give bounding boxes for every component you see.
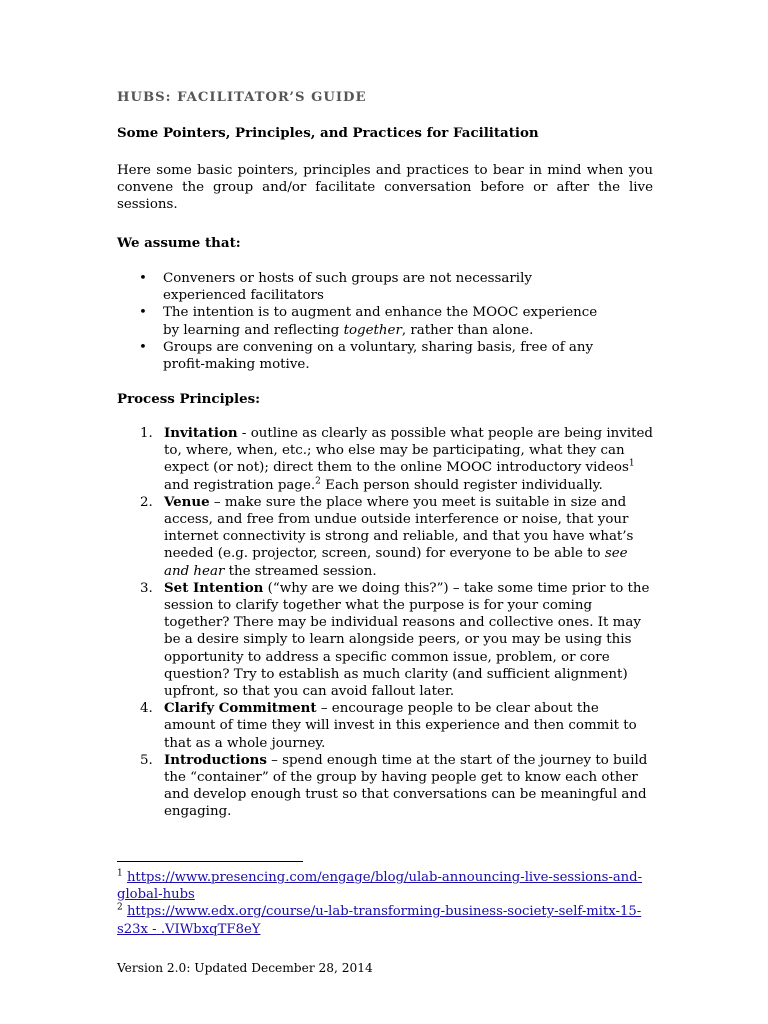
principle-text: - outline as clearly as possible what people are being invited to, where, when, etc.; who else may be participating, what they can expect (or not); direct them to the online MOOC introductory videos <box>164 426 653 476</box>
footnote-ref[interactable]: 2 <box>315 476 321 487</box>
assume-heading: We assume that: <box>117 235 241 251</box>
principle-title: Set Intention <box>164 579 264 596</box>
list-item-emphasis: together <box>343 322 402 338</box>
intro-paragraph: Here some basic pointers, principles and practices to bear in mind when you convene the group and/or facilitate conversation before or after the live sessions. <box>117 163 653 213</box>
list-item <box>117 752 653 821</box>
version-footer: Version 2.0: Updated December 28, 2014 <box>117 961 373 975</box>
list-item <box>117 494 653 580</box>
bullet-icon: • <box>139 305 147 321</box>
principle-text: and registration page. <box>164 477 316 493</box>
principle-text: the streamed session. <box>224 563 377 579</box>
document-header: HUBS: FACILITATOR’S GUIDE <box>117 90 367 105</box>
principle-emphasis: see and hear <box>164 546 628 579</box>
principles-list <box>117 425 653 821</box>
bullet-icon: • <box>139 339 147 355</box>
list-item <box>117 580 653 700</box>
footnote-item <box>117 869 653 903</box>
principle-title: Venue <box>164 493 210 510</box>
footnote-link[interactable]: https://www.presencing.com/engage/blog/ulab-announcing-live-sessions-and-global-hubs <box>117 870 643 903</box>
list-item-text: , rather than alone. <box>401 322 534 338</box>
list-item-text: The intention is to augment and enhance the MOOC experience by learning and reflecting <box>163 305 598 338</box>
list-item <box>117 700 653 752</box>
principle-text: – encourage people to be clear about the amount of time they will invest in this experience and then commit to that as a whole journey. <box>164 701 637 751</box>
footnote-item <box>117 903 653 937</box>
footnote-ref[interactable]: 1 <box>628 458 635 469</box>
principle-text: (“why are we doing this?”) – take some time prior to the session to clarify together what the purpose is for your coming together? There may be individual reasons and collective ones. It may be a desire simply to learn alongside peers, or you may be using this opportunity to address a specific common issue, problem, or core question? Try to establish as much clarity (and sufficient alignment) upfront, so that you can avoid fallout later. <box>164 580 650 700</box>
bullet-icon: • <box>139 271 147 286</box>
list-item-text: Groups are convening on a voluntary, sharing basis, free of any profit-making motive. <box>163 339 594 373</box>
assumption-list <box>117 270 617 373</box>
list-number: 5. <box>140 752 153 768</box>
footnote-divider <box>117 861 303 862</box>
process-heading: Process Principles: <box>117 391 261 407</box>
principle-title: Invitation <box>164 425 238 441</box>
list-number: 4. <box>140 701 153 717</box>
list-item <box>117 339 617 373</box>
principle-title: Introductions <box>164 751 267 768</box>
list-item <box>117 425 653 494</box>
principle-text: Each person should register individually. <box>320 477 603 493</box>
section-subtitle: Some Pointers, Principles, and Practices for Facilitation <box>117 125 539 141</box>
footnotes <box>117 869 653 938</box>
list-number: 2. <box>140 494 153 510</box>
footnote-mark: 2 <box>117 903 123 914</box>
list-item <box>117 304 617 338</box>
footnote-mark: 1 <box>117 868 123 879</box>
principle-text: – make sure the place where you meet is suitable in size and access, and free from undue outside interference or noise, that your internet connectivity is strong and reliable, and that you have what’s needed (e.g. projector, screen, sound) for everyone to be able to <box>164 494 634 562</box>
list-item-text: Conveners or hosts of such groups are not necessarily experienced facilitators <box>163 271 532 304</box>
list-number: 1. <box>140 426 153 441</box>
list-item <box>117 270 617 304</box>
principle-text: – spend enough time at the start of the journey to build the “container” of the group by having people get to know each other and develop enough trust so that conversations can be meaningful and engaging. <box>164 752 648 820</box>
principle-title: Clarify Commitment <box>164 700 317 717</box>
footnote-link[interactable]: https://www.edx.org/course/u-lab-transforming-business-society-self-mitx-15-s23x - .VIWbxqTF8eY <box>117 904 642 937</box>
list-number: 3. <box>140 580 153 596</box>
